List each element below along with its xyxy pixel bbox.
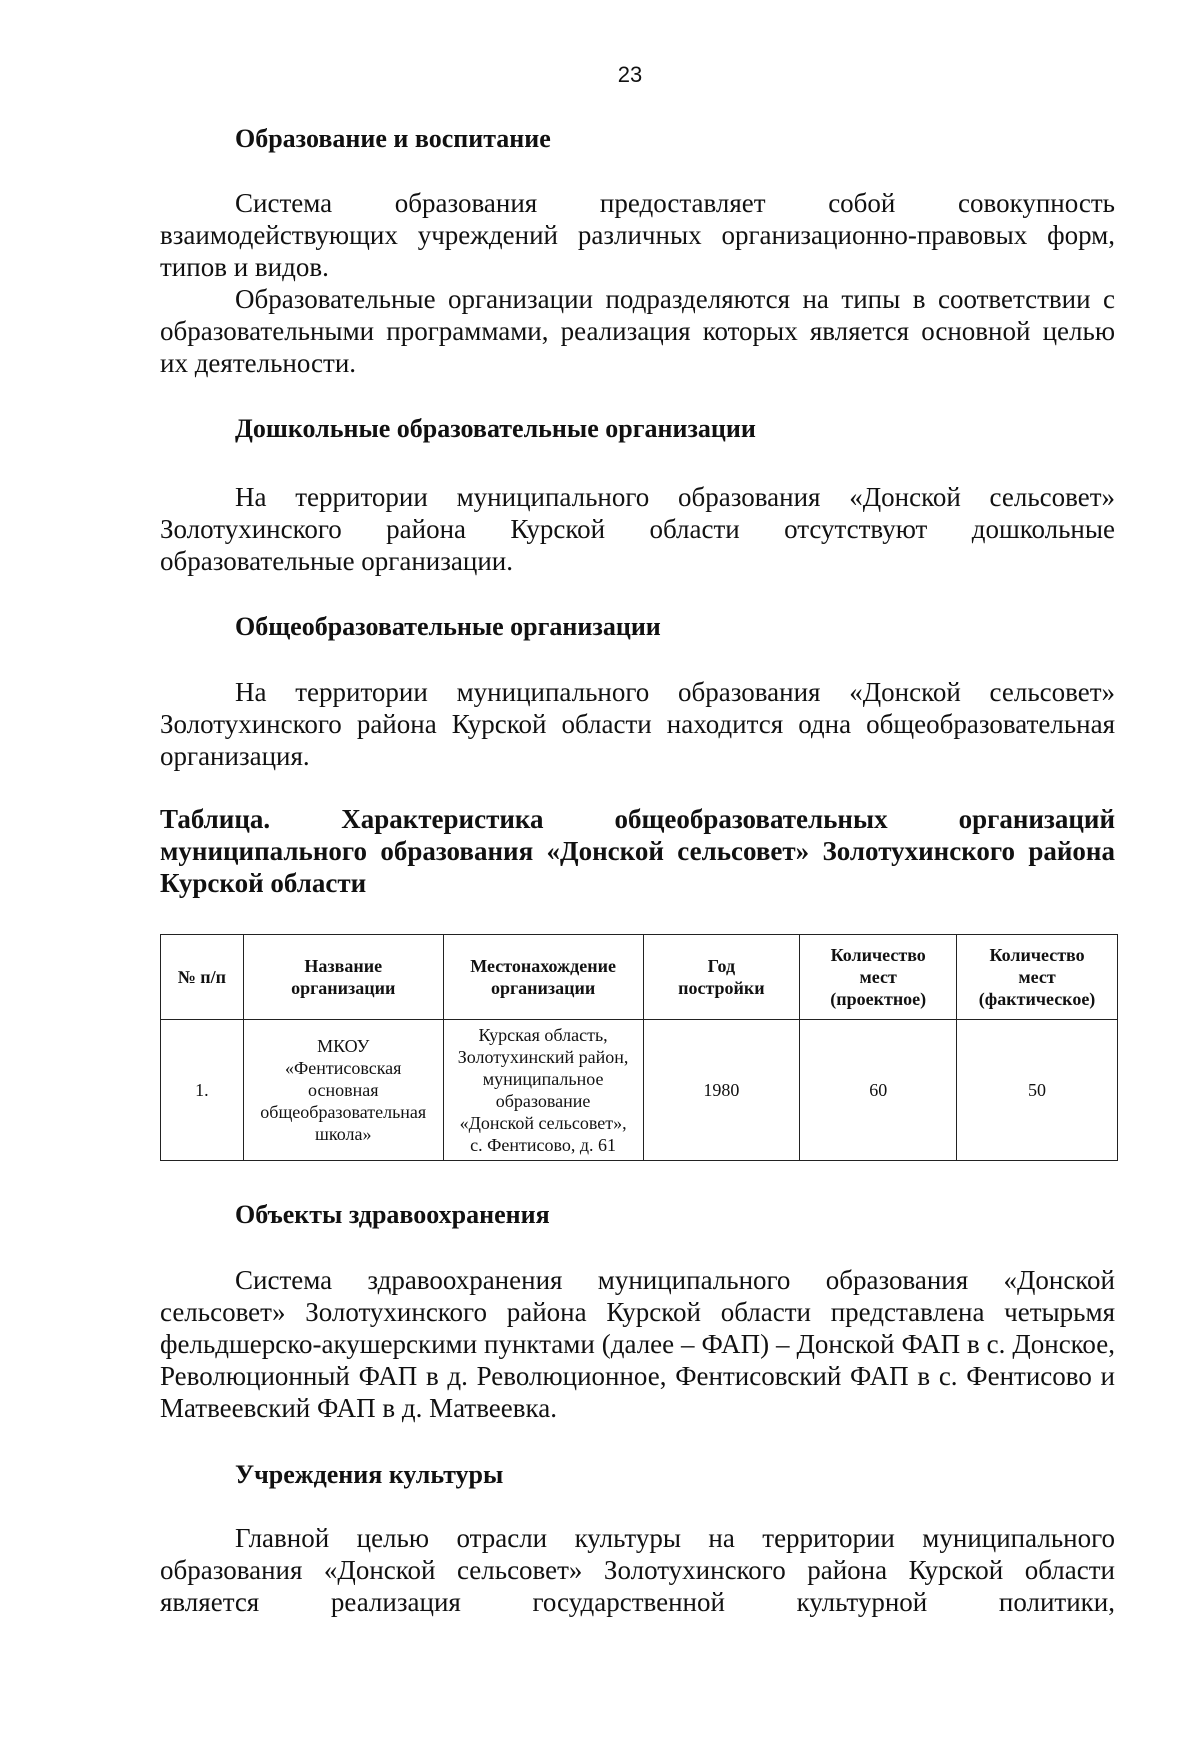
- paragraph-preschool: На территории муниципального образования «Донской сельсовет» Золотухинского района Курской области отсутствуют дошкольные образовательные организации.: [160, 482, 1115, 576]
- section-general: [160, 610, 1115, 644]
- table-header-row: [161, 935, 1118, 1020]
- section-education: [160, 122, 1115, 156]
- table-block: [160, 934, 1120, 1161]
- header-design-capacity: Количество мест (проектное): [800, 935, 957, 1020]
- header-year: Год постройки: [643, 935, 800, 1020]
- cell-design-capacity: 60: [800, 1020, 957, 1161]
- cell-actual-capacity: 50: [957, 1020, 1118, 1161]
- section-health-body: [160, 1264, 1115, 1424]
- section-preschool: [160, 412, 1115, 446]
- cell-name: МКОУ «Фентисовская основная общеобразовательная школа»: [243, 1020, 443, 1161]
- paragraph-culture: Главной целью отрасли культуры на территории муниципального образования «Донской сельсовет» Золотухинского района Курской области является реализация государственной культурной политики,: [160, 1523, 1115, 1617]
- cell-location: Курская область, Золотухинский район, муниципальное образование «Донской сельсовет», с. Фентисово, д. 61: [443, 1020, 643, 1161]
- header-name: Название организации: [243, 935, 443, 1020]
- section-health: [160, 1198, 1115, 1232]
- heading-preschool: Дошкольные образовательные организации: [235, 414, 756, 443]
- section-general-body: [160, 676, 1115, 772]
- paragraph-education-system: Система образования предоставляет собой совокупность взаимодействующих учреждений различных организационно-правовых форм, типов и видов.: [160, 188, 1115, 282]
- header-num: № п/п: [161, 935, 244, 1020]
- table-caption: Таблица. Характеристика общеобразовательных организаций муниципального образования «Донской сельсовет» Золотухинского района Курской области: [160, 804, 1115, 898]
- header-location: Местонахождение организации: [443, 935, 643, 1020]
- section-education-body: [160, 187, 1115, 379]
- cell-year: 1980: [643, 1020, 800, 1161]
- heading-health: Объекты здравоохранения: [235, 1200, 550, 1229]
- paragraph-general: На территории муниципального образования «Донской сельсовет» Золотухинского района Курской области находится одна общеобразовательная организация.: [160, 677, 1115, 771]
- section-preschool-body: [160, 481, 1115, 577]
- paragraph-health: Система здравоохранения муниципального образования «Донской сельсовет» Золотухинского района Курской области представлена четырьмя фельдшерско-акушерскими пунктами (далее – ФАП) – Донской ФАП в с. Донское, Революционный ФАП в д. Революционное, Фентисовский ФАП в с. Фентисово и Матвеевский ФАП в д. Матвеевка.: [160, 1265, 1115, 1423]
- table-caption-block: [160, 803, 1115, 899]
- cell-num: 1.: [161, 1020, 244, 1161]
- header-actual-capacity: Количество мест (фактическое): [957, 935, 1118, 1020]
- page-number: 23: [617, 62, 643, 87]
- table-row: [161, 1020, 1118, 1161]
- heading-education: Образование и воспитание: [235, 124, 551, 153]
- paragraph-education-types: Образовательные организации подразделяются на типы в соответствии с образовательными программами, реализация которых является основной целью их деятельности.: [160, 284, 1115, 378]
- heading-culture: Учреждения культуры: [235, 1460, 504, 1489]
- section-culture-body: [160, 1522, 1115, 1618]
- organizations-table: [160, 934, 1118, 1161]
- section-culture: [160, 1458, 1115, 1492]
- heading-general: Общеобразовательные организации: [235, 612, 661, 641]
